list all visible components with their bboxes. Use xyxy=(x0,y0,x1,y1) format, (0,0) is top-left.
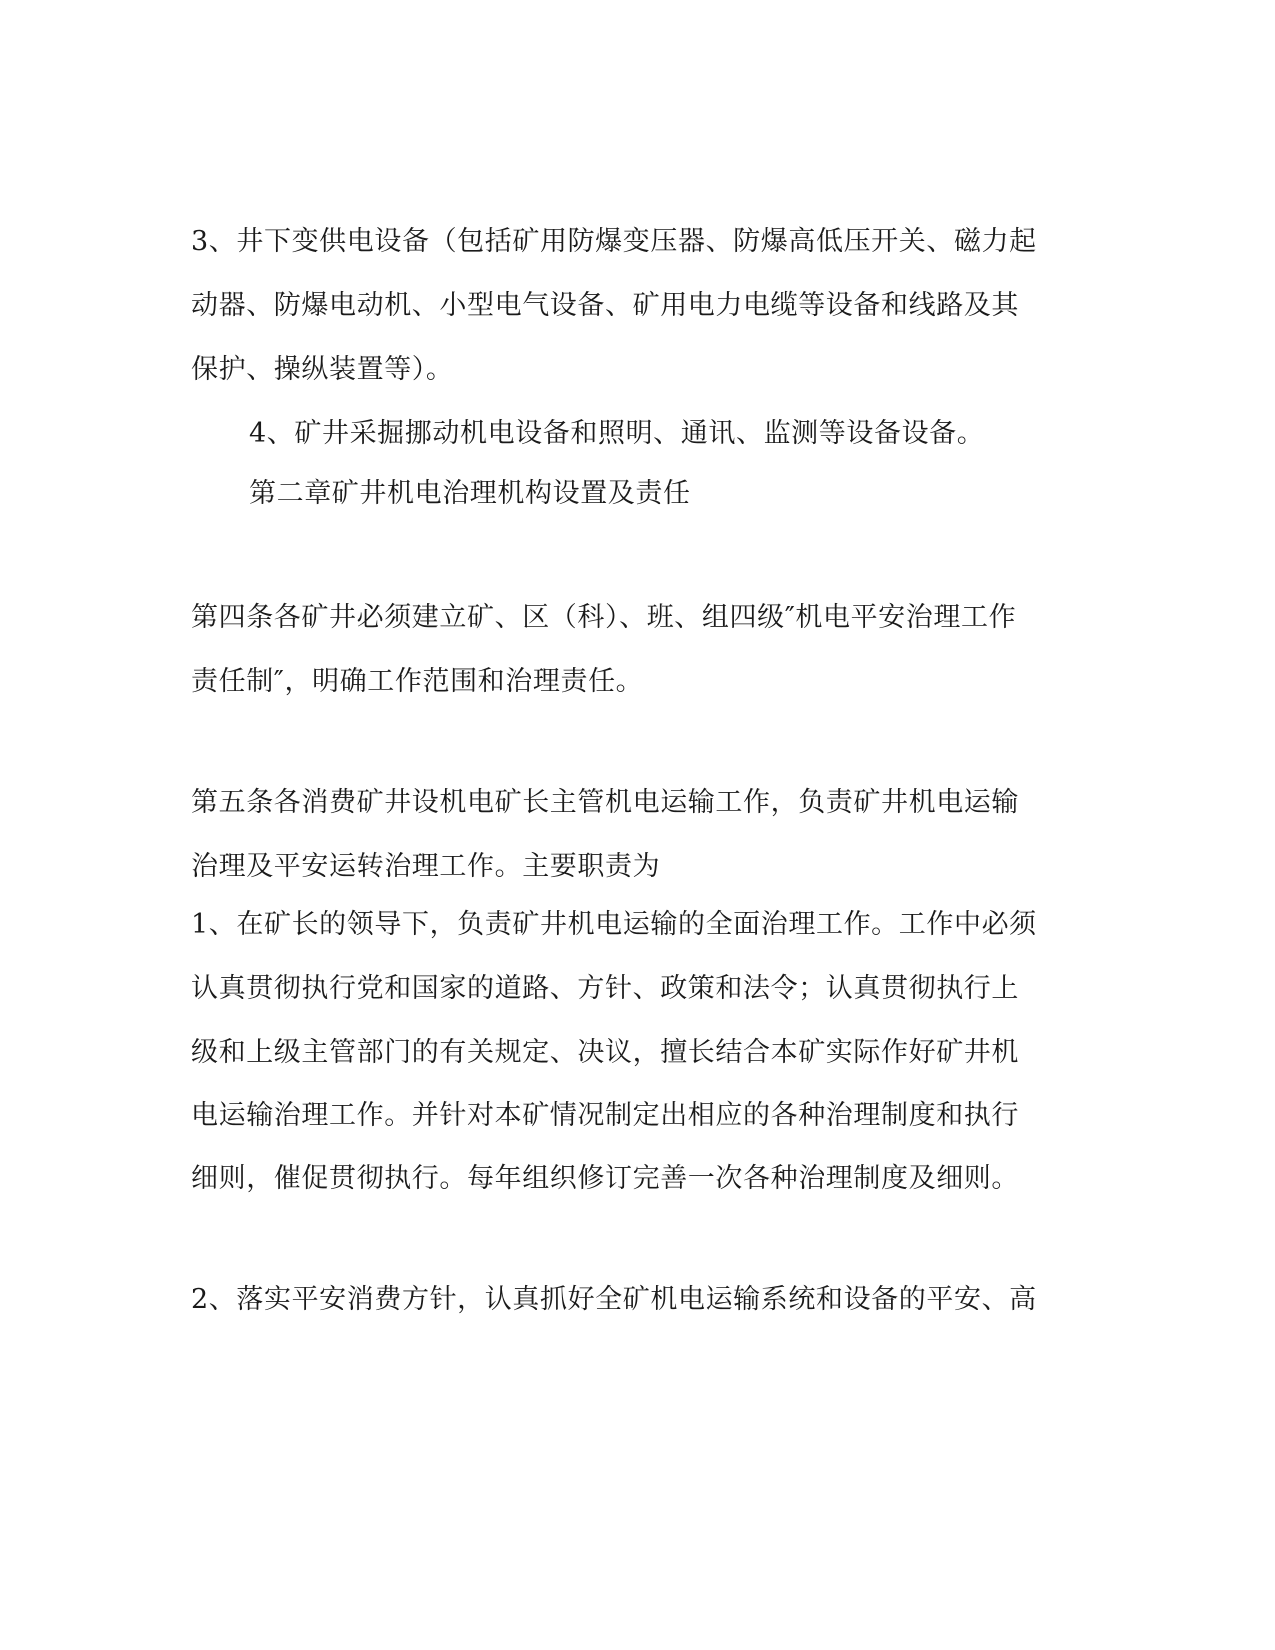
text-line: 第五条各消费矿井设机电矿长主管机电运输工作，负责矿井机电运输 xyxy=(191,787,1019,818)
text-line: 治理及平安运转治理工作。主要职责为 xyxy=(191,851,661,882)
text-line: 责任制″，明确工作范围和治理责任。 xyxy=(191,666,644,697)
text-line: 第四条各矿井必须建立矿、区（科）、班、组四级″机电平安治理工作 xyxy=(191,602,1017,633)
chapter-heading: 第二章矿井机电治理机构设置及责任 xyxy=(249,478,691,509)
text-line: 4、矿井采掘挪动机电设备和照明、通讯、监测等设备设备。 xyxy=(249,418,985,449)
text-line: 认真贯彻执行党和国家的道路、方针、政策和法令；认真贯彻执行上 xyxy=(191,973,1019,1004)
text-line: 保护、操纵装置等）。 xyxy=(191,354,454,385)
text-line: 级和上级主管部门的有关规定、决议，擅长结合本矿实际作好矿井机 xyxy=(191,1037,1019,1068)
text-line: 2、落实平安消费方针，认真抓好全矿机电运输系统和设备的平安、高 xyxy=(191,1284,1037,1315)
text-line: 3、井下变供电设备（包括矿用防爆变压器、防爆高低压开关、磁力起 xyxy=(191,226,1037,257)
text-line: 1、在矿长的领导下，负责矿井机电运输的全面治理工作。工作中必须 xyxy=(191,909,1037,940)
text-line: 动器、防爆电动机、小型电气设备、矿用电力电缆等设备和线路及其 xyxy=(191,290,1019,321)
text-line: 细则，催促贯彻执行。每年组织修订完善一次各种治理制度及细则。 xyxy=(191,1163,1019,1194)
text-line: 电运输治理工作。并针对本矿情况制定出相应的各种治理制度和执行 xyxy=(191,1100,1019,1131)
